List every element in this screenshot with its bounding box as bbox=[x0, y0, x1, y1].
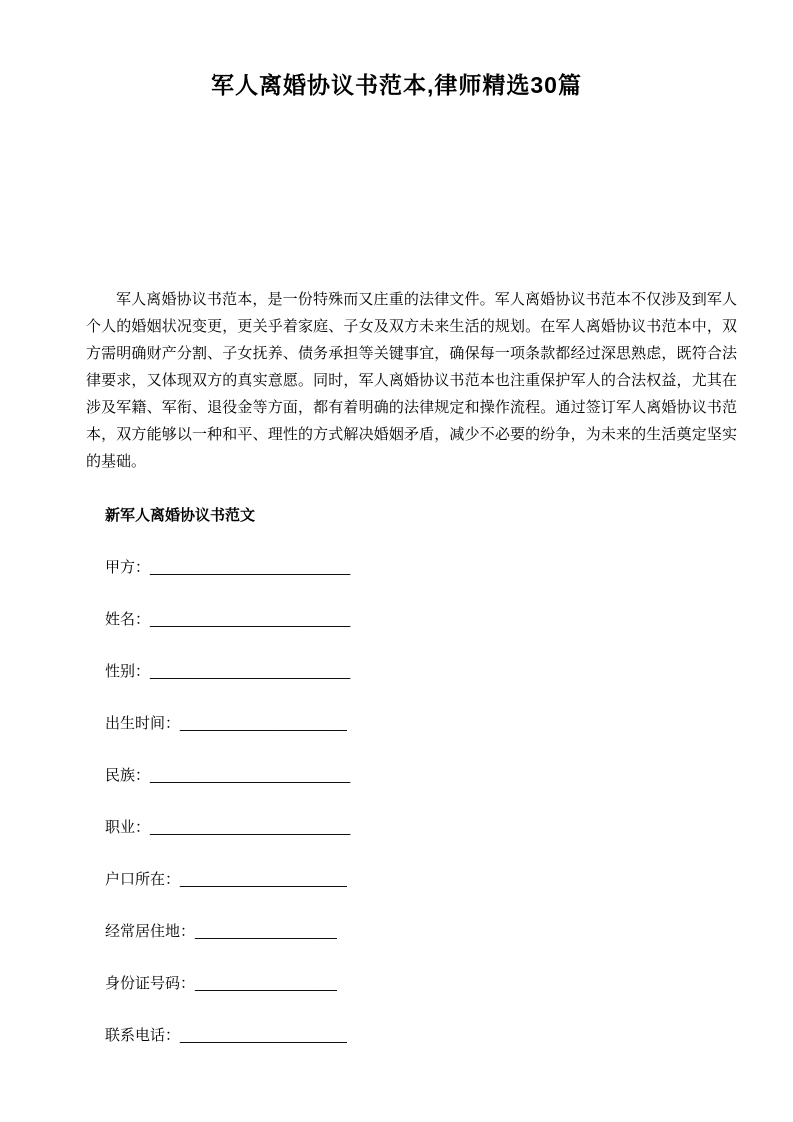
field-label: 职业： bbox=[105, 819, 151, 836]
field-blank-line: ________________________ bbox=[150, 767, 351, 784]
field-row-occupation bbox=[105, 819, 793, 837]
field-label: 经常居住地： bbox=[105, 923, 196, 940]
field-blank-line: ____________________ bbox=[180, 871, 347, 888]
field-row-residence bbox=[105, 923, 793, 941]
document-title: 军人离婚协议书范本,律师精选30篇 bbox=[211, 72, 582, 98]
field-row-id-number bbox=[105, 975, 793, 993]
field-blank-line: _________________ bbox=[195, 923, 337, 940]
field-blank-line: ____________________ bbox=[180, 715, 347, 732]
field-label: 联系电话： bbox=[105, 1027, 181, 1044]
field-label: 性别： bbox=[105, 663, 151, 680]
field-row-name bbox=[105, 611, 793, 629]
field-label: 民族： bbox=[105, 767, 151, 784]
field-label: 身份证号码： bbox=[105, 975, 196, 992]
field-label: 甲方： bbox=[105, 559, 151, 576]
field-blank-line: ________________________ bbox=[150, 611, 351, 628]
field-blank-line: _________________ bbox=[195, 975, 337, 992]
field-row-gender bbox=[105, 663, 793, 681]
field-row-birthdate bbox=[105, 715, 793, 733]
field-row-household-registration bbox=[105, 871, 793, 889]
field-label: 户口所在： bbox=[105, 871, 181, 888]
field-blank-line: ________________________ bbox=[150, 819, 351, 836]
form-fields bbox=[105, 559, 793, 1045]
field-blank-line: ________________________ bbox=[150, 559, 351, 576]
intro-paragraph: 军人离婚协议书范本，是一份特殊而又庄重的法律文件。军人离婚协议书范本不仅涉及到军人个人的婚姻状况变更，更关乎着家庭、子女及双方未来生活的规划。在军人离婚协议书范本中，双方需明确财产分割、子女抚养、债务承担等关键事宜，确保每一项条款都经过深思熟虑，既符合法律要求，又体现双方的真实意愿。同时，军人离婚协议书范本也注重保护军人的合法权益，尤其在涉及军籍、军衔、退役金等方面，都有着明确的法律规定和操作流程。通过签订军人离婚协议书范本，双方能够以一种和平、理性的方式解决婚姻矛盾，减少不必要的纷争，为未来的生活奠定坚实的基础。 bbox=[86, 291, 737, 470]
field-row-ethnicity bbox=[105, 767, 793, 785]
field-blank-line: ________________________ bbox=[150, 663, 351, 680]
field-row-phone bbox=[105, 1027, 793, 1045]
field-label: 姓名： bbox=[105, 611, 151, 628]
field-blank-line: ____________________ bbox=[180, 1027, 347, 1044]
field-row-party-a bbox=[105, 559, 793, 577]
section-heading: 新军人离婚协议书范文 bbox=[105, 507, 256, 524]
field-label: 出生时间： bbox=[105, 715, 181, 732]
